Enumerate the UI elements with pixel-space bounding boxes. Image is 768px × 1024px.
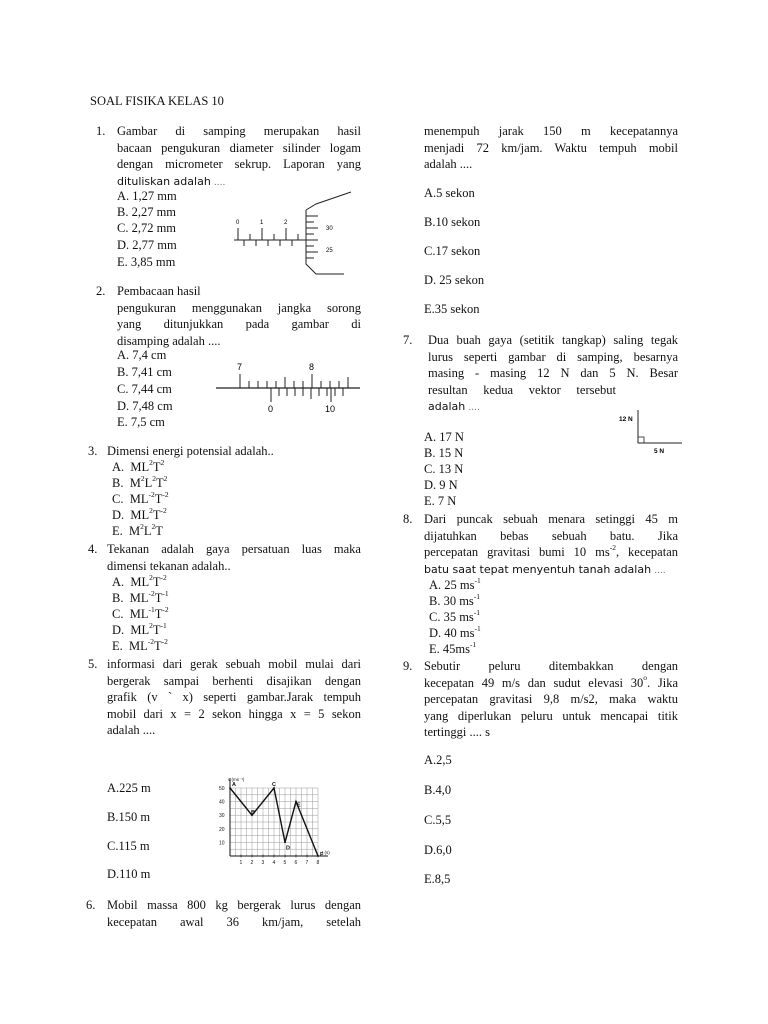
option-a: A.225 m <box>107 781 151 795</box>
vector-figure <box>616 406 686 458</box>
option-b: B.150 m <box>107 810 151 824</box>
scale-label: 2 <box>284 220 288 226</box>
option-c: C. 13 N <box>424 462 464 476</box>
point-label: C <box>272 782 276 788</box>
micrometer-figure <box>226 190 356 275</box>
y-tick-label: 40 <box>219 799 225 806</box>
text-line: dijatuhkan bebas sebuah batu. Jika <box>424 528 678 543</box>
question-number: 6. <box>86 898 96 912</box>
text-line: Mobil massa 800 kg bergerak lurus dengan <box>107 898 361 912</box>
y-tick-label: 50 <box>219 786 225 792</box>
option-d: D.110 m <box>107 867 151 881</box>
option-a: A. 25 $ms^{-1}$ <box>429 575 481 592</box>
option-e: E. $45ms^{-1}$ <box>429 639 477 656</box>
y-tick-label: 30 <box>219 813 225 820</box>
text-line: adalah .... <box>424 157 473 171</box>
ellipsis: .... <box>468 403 480 413</box>
text-line: lurus seperti gambar di samping, besarnya <box>428 349 678 364</box>
option-e: E.35 sekon <box>424 302 480 316</box>
thimble-label: 30 <box>326 226 333 232</box>
x-tick-label: 6 <box>294 860 298 866</box>
text-line: resultan kedua vektor tersebut <box>428 382 616 397</box>
text-line: percepatan gravitasi 9,8 m/s2, maka waktu <box>424 692 678 706</box>
question-number: 9. <box>403 659 413 673</box>
option-c: C. 35 $ms^{-1}$ <box>429 607 481 624</box>
text-line: adalah .... <box>107 723 156 737</box>
question-number: 7. <box>403 333 413 347</box>
vector-label: 5 N <box>654 448 665 455</box>
question-number: 2. <box>96 284 106 298</box>
question-text <box>107 897 361 930</box>
text-line: dengan micrometer sekrup. Laporan yang <box>117 157 361 171</box>
text-line: menempuh jarak 150 m kecepatannya <box>424 124 678 138</box>
option-c: C. $ML^{-1}T^{-2}$ <box>112 604 169 621</box>
option-a: A.5 sekon <box>424 186 475 200</box>
text-line: yang diperlukan peluru untuk mencapai titik <box>424 708 678 723</box>
point-label: E <box>297 802 301 809</box>
x-axis-label: t (s) <box>322 850 330 855</box>
option-b: B.4,0 <box>424 783 452 797</box>
scale-label: 0 <box>236 220 240 226</box>
question-text <box>107 541 361 574</box>
caliper-figure <box>214 358 362 416</box>
option-d: D.6,0 <box>424 843 452 857</box>
text-line: mobil dari x = 2 sekon hingga x = 5 sekon <box>107 706 361 721</box>
question-6-continued <box>424 123 678 173</box>
option-c: C. 2,72 mm <box>117 221 177 235</box>
option-d: D. $ML^2T^{-2}$ <box>112 505 167 522</box>
text-line: Tekanan adalah gaya persatuan luas maka <box>107 542 361 556</box>
text-line: tertinggi .... s <box>424 725 490 739</box>
data-point <box>284 842 286 844</box>
text-line: bergerak sampai berhenti disajikan dengan <box>107 673 361 688</box>
text-line: bacaan pengukuran diameter silinder logam <box>117 140 361 155</box>
question-number: 5. <box>88 657 98 671</box>
data-point <box>229 787 231 789</box>
option-e: E.8,5 <box>424 872 451 886</box>
x-tick-label: 2 <box>250 860 254 866</box>
text-line: percepatan gravitasi bumi 10 $ms^{-2}$, kecepatan <box>424 542 678 559</box>
main-scale-label: 8 <box>309 362 315 372</box>
option-c: C.17 sekon <box>424 244 481 258</box>
option-e: E. $M^2L^2T$ <box>112 521 163 538</box>
text-line: adalah <box>428 400 466 413</box>
question-text <box>117 283 361 349</box>
text-line: dituliskan adalah <box>117 174 211 188</box>
thimble-label: 25 <box>326 248 333 254</box>
point-label: A <box>232 782 236 788</box>
x-tick-label: 4 <box>272 860 276 866</box>
option-d: D. $ML^2T^{-1}$ <box>112 620 167 637</box>
option-b: B. 2,27 mm <box>117 205 177 219</box>
option-b: B. 15 N <box>424 446 464 460</box>
text-line: batu saat tepat menyentuh tanah adalah <box>424 562 652 576</box>
x-tick-label: 5 <box>283 860 287 866</box>
x-tick-label: 1 <box>239 860 243 866</box>
text-line: masing - masing 12 N dan 5 N. Besar <box>428 366 678 380</box>
text-line: yang ditunjukkan pada gambar di <box>117 317 361 331</box>
option-c: C.5,5 <box>424 813 452 827</box>
text-line: Sebutir peluru ditembakkan dengan <box>424 659 678 673</box>
point-label: B <box>251 810 255 817</box>
y-tick-label: 10 <box>219 840 225 847</box>
page-title: SOAL FISIKA KELAS 10 <box>90 94 224 108</box>
option-c: C. 7,44 cm <box>117 382 172 396</box>
option-a: A. 1,27 mm <box>117 189 177 203</box>
velocity-time-chart <box>210 774 334 866</box>
question-text <box>428 332 678 417</box>
option-d: D. 9 N <box>424 478 458 492</box>
question-text: Dimensi energi potensial adalah.. <box>107 444 274 458</box>
x-tick-label: 7 <box>305 860 309 866</box>
ellipsis: .... <box>213 177 226 188</box>
option-d: D. 7,48 cm <box>117 399 173 413</box>
text-line: disamping adalah .... <box>117 333 221 348</box>
option-d: D. 40 $ms^{-1}$ <box>429 623 481 640</box>
question-number: 4. <box>88 542 98 556</box>
text-line: Pembacaan hasil <box>117 284 201 298</box>
option-a: A. $ML^2T^{-2}$ <box>112 572 167 589</box>
text-line: kecepatan 49 m/s dan sudut elevasi 30$^o$. Jika <box>424 673 678 690</box>
option-b: B. 7,41 cm <box>117 365 172 379</box>
vector-label: 12 N <box>619 416 633 423</box>
text-line: pengukuran menggunakan jangka sorong <box>117 300 361 315</box>
main-scale-label: 7 <box>237 362 243 372</box>
text-line: Dari puncak sebuah menara setinggi 45 m <box>424 512 678 526</box>
question-number: 3. <box>88 444 98 458</box>
vernier-label: 10 <box>325 404 336 414</box>
text-line: grafik (v ` x) seperti gambar.Jarak tempuh <box>107 690 361 704</box>
option-e: E. 7,5 cm <box>117 415 165 429</box>
ellipsis: .... <box>654 565 666 576</box>
option-d: D. 25 sekon <box>424 273 485 287</box>
question-text <box>424 658 678 741</box>
question-text <box>424 511 678 579</box>
option-b: B. $M^2L^2T^2$ <box>112 473 168 490</box>
y-axis-label: v (ms⁻¹) <box>228 777 245 782</box>
text-line: dimensi tekanan adalah.. <box>107 558 231 573</box>
scale-label: 1 <box>260 220 264 226</box>
option-e: E. 7 N <box>424 494 457 508</box>
option-e: E. 3,85 mm <box>117 255 176 269</box>
option-a: A. 7,4 cm <box>117 348 167 362</box>
vernier-label: 0 <box>268 404 274 414</box>
point-label: F <box>320 852 324 858</box>
text-line: kecepatan awal 36 km/jam, setelah <box>107 914 361 929</box>
option-e: E. $ML^{-2}T^{-2}$ <box>112 636 168 653</box>
option-b: B. 30 $ms^{-1}$ <box>429 591 481 608</box>
text-line: Dua buah gaya (setitik tangkap) saling tegak <box>428 333 678 347</box>
text-line: menjadi 72 km/jam. Waktu tempuh mobil <box>424 140 678 155</box>
question-text <box>107 656 361 739</box>
option-a: A. $ML^2T^2$ <box>112 457 165 474</box>
data-point <box>317 855 319 857</box>
question-number: 1. <box>96 124 106 138</box>
option-b: B.10 sekon <box>424 215 481 229</box>
x-tick-label: 3 <box>261 860 265 866</box>
question-text <box>117 123 361 191</box>
point-label: D <box>286 845 290 852</box>
option-a: A.2,5 <box>424 753 452 767</box>
x-tick-label: 8 <box>316 860 320 866</box>
text-line: informasi dari gerak sebuah mobil mulai dari <box>107 657 361 671</box>
option-c: C.115 m <box>107 839 150 853</box>
text-line: Gambar di samping merupakan hasil <box>117 124 361 138</box>
option-d: D. 2,77 mm <box>117 238 177 252</box>
y-tick-label: 20 <box>219 826 225 833</box>
option-c: C. $ML^{-2}T^{-2}$ <box>112 489 169 506</box>
question-number: 8. <box>403 512 413 526</box>
option-b: B. $ML^{-2}T^{-1}$ <box>112 588 169 605</box>
option-a: A. 17 N <box>424 430 464 444</box>
